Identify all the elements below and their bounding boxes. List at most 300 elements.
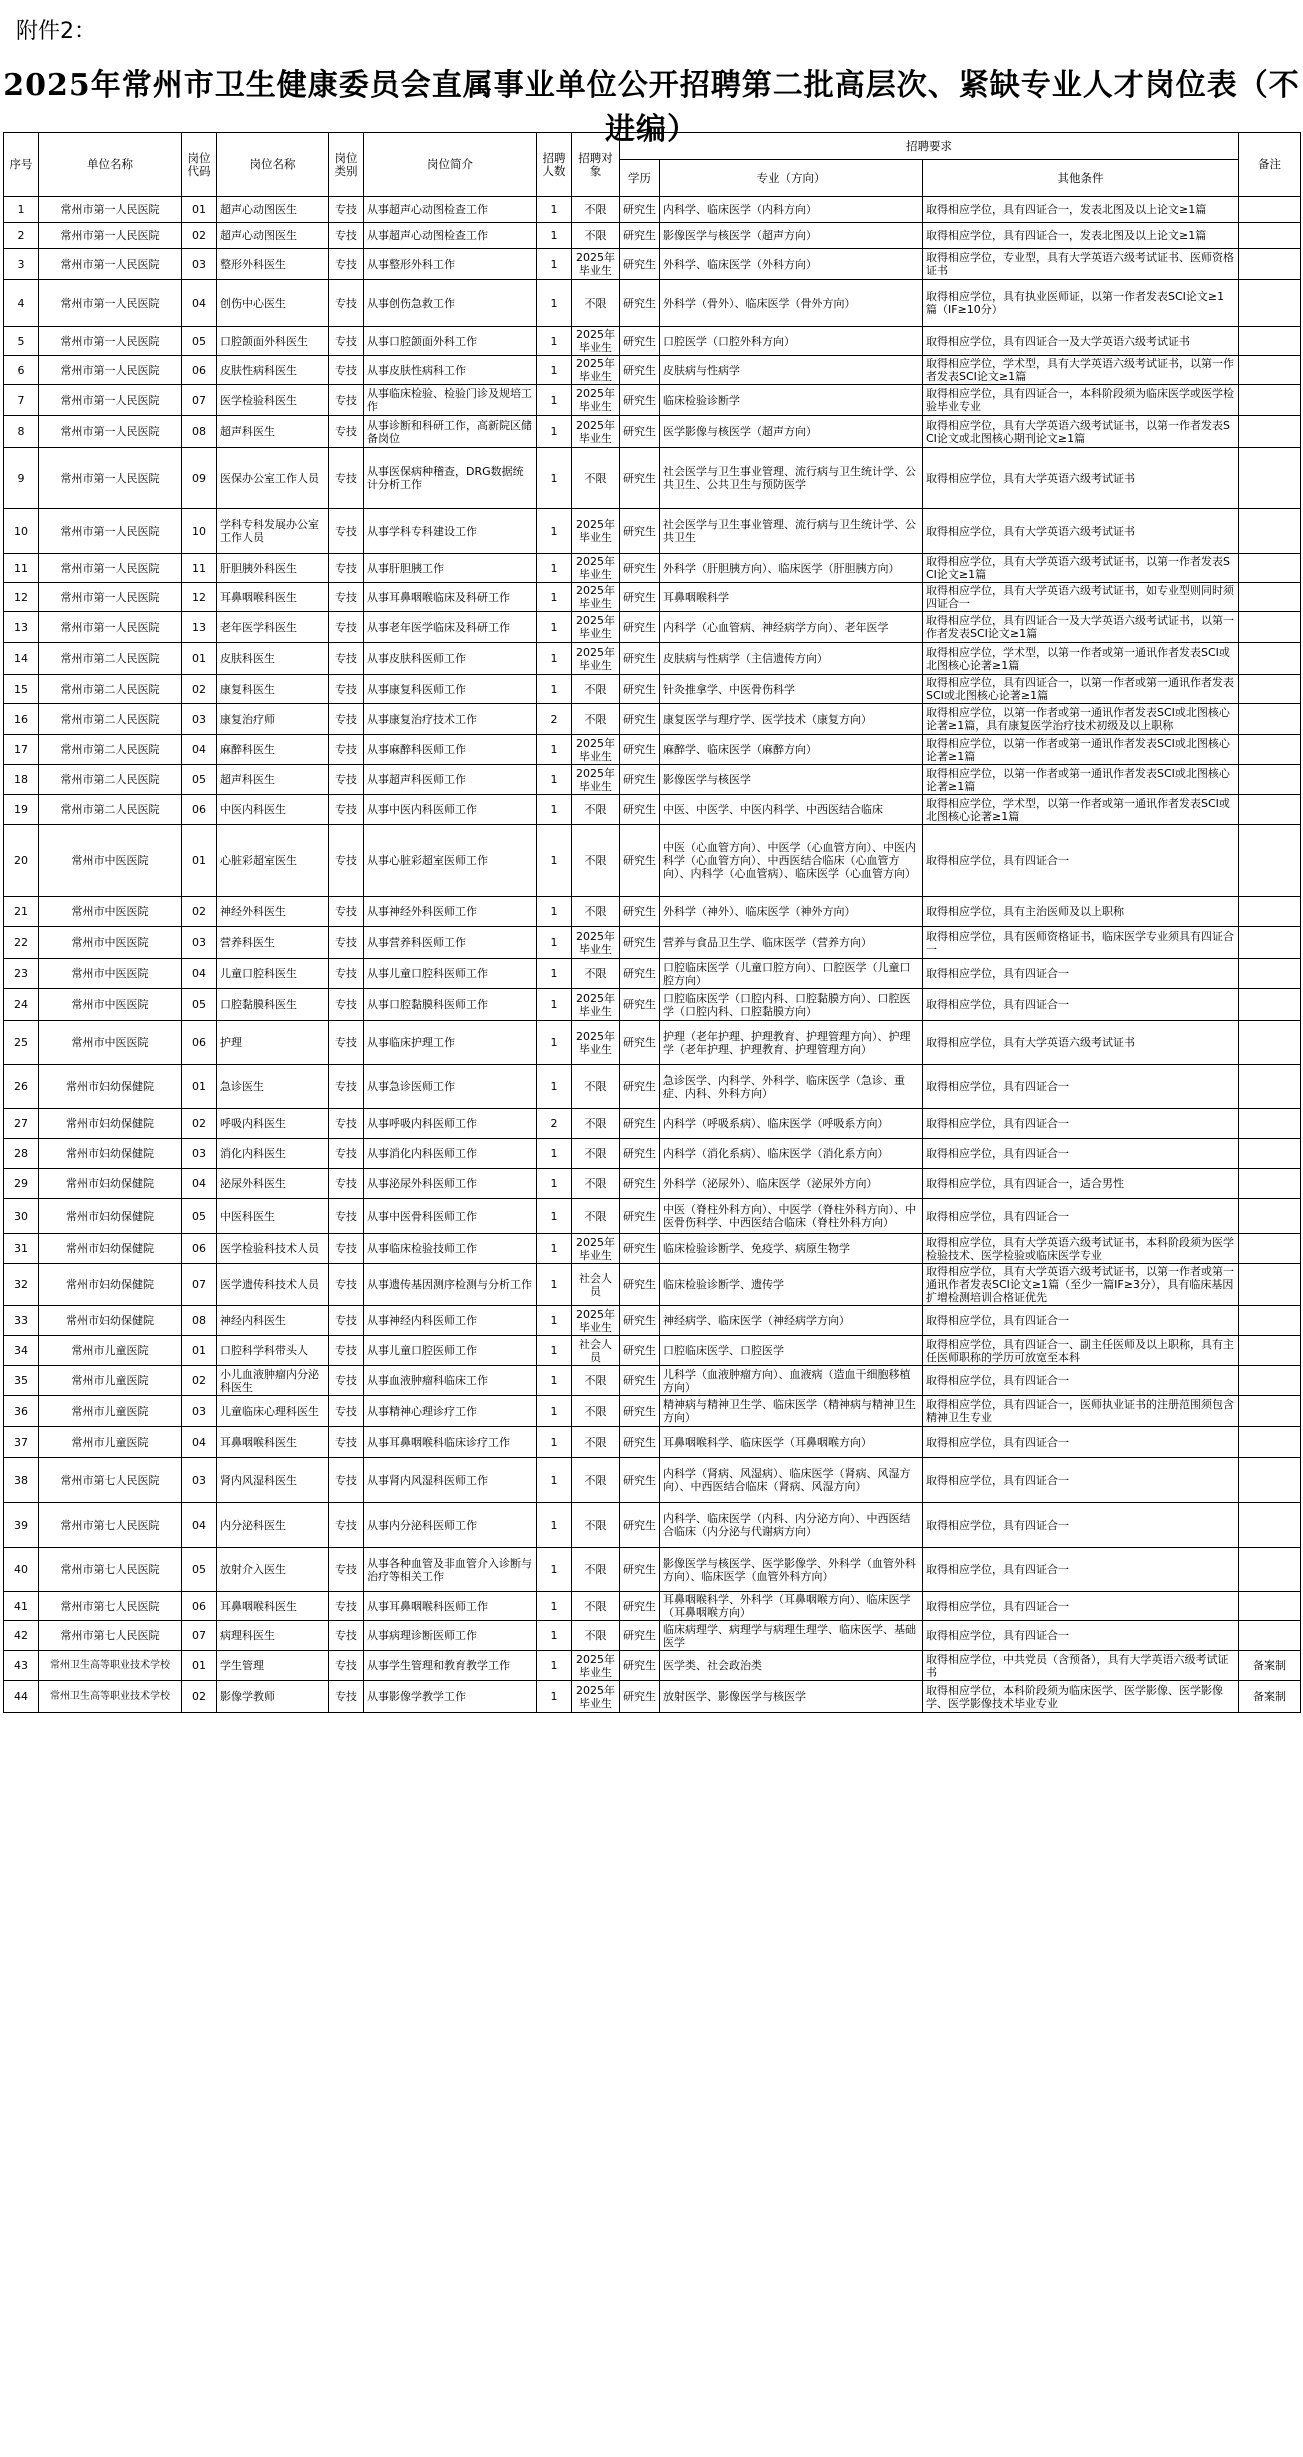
seq-cell: 26	[4, 1065, 39, 1109]
code-cell: 06	[182, 1234, 217, 1264]
category-cell: 专技	[329, 1169, 364, 1199]
count-cell: 1	[537, 1427, 572, 1458]
remark-cell	[1239, 1234, 1301, 1264]
seq-cell: 11	[4, 554, 39, 583]
table-body	[4, 197, 1301, 1713]
count-cell: 1	[537, 1592, 572, 1621]
intro-cell: 从事创伤急救工作	[364, 280, 537, 327]
seq-cell: 43	[4, 1651, 39, 1681]
edu-cell: 研究生	[620, 1366, 660, 1396]
edu-cell: 研究生	[620, 1681, 660, 1713]
intro-cell: 从事各种血管及非血管介入诊断与治疗等相关工作	[364, 1548, 537, 1592]
remark-cell	[1239, 735, 1301, 765]
other-cell: 取得相应学位，以第一作者或第一通讯作者发表SCI或北图核心论著≥1篇	[923, 765, 1239, 795]
remark-cell	[1239, 356, 1301, 385]
category-cell: 专技	[329, 385, 364, 416]
code-cell: 05	[182, 765, 217, 795]
edu-cell: 研究生	[620, 1199, 660, 1234]
count-cell: 1	[537, 643, 572, 675]
remark-cell	[1239, 197, 1301, 223]
header-post: 岗位名称	[217, 133, 329, 197]
other-cell: 取得相应学位，具有执业医师证，以第一作者发表SCI论文≥1篇（IF≥10分）	[923, 280, 1239, 327]
edu-cell: 研究生	[620, 825, 660, 897]
category-cell: 专技	[329, 356, 364, 385]
table-row	[4, 1021, 1301, 1065]
post-cell: 学科专科发展办公室工作人员	[217, 509, 329, 554]
post-cell: 病理科医生	[217, 1621, 329, 1651]
count-cell: 1	[537, 1681, 572, 1713]
table-row	[4, 509, 1301, 554]
other-cell: 取得相应学位，具有四证合一	[923, 1109, 1239, 1139]
post-cell: 泌尿外科医生	[217, 1169, 329, 1199]
intro-cell: 从事诊断和科研工作，高新院区储备岗位	[364, 416, 537, 448]
category-cell: 专技	[329, 509, 364, 554]
remark-cell	[1239, 1139, 1301, 1169]
count-cell: 1	[537, 509, 572, 554]
category-cell: 专技	[329, 765, 364, 795]
edu-cell: 研究生	[620, 197, 660, 223]
code-cell: 03	[182, 927, 217, 959]
positions-table	[3, 132, 1301, 1713]
table-row	[4, 583, 1301, 612]
target-cell: 不限	[572, 1458, 620, 1503]
unit-cell: 常州市第七人民医院	[39, 1503, 182, 1548]
table-row	[4, 1651, 1301, 1681]
seq-cell: 4	[4, 280, 39, 327]
seq-cell: 14	[4, 643, 39, 675]
category-cell: 专技	[329, 1427, 364, 1458]
other-cell: 取得相应学位，具有四证合一	[923, 1366, 1239, 1396]
other-cell: 取得相应学位，具有四证合一，医师执业证书的注册范围须包含精神卫生专业	[923, 1396, 1239, 1427]
intro-cell: 从事中医内科医师工作	[364, 795, 537, 825]
table-row	[4, 385, 1301, 416]
target-cell: 不限	[572, 280, 620, 327]
target-cell: 不限	[572, 1139, 620, 1169]
unit-cell: 常州市第一人民医院	[39, 327, 182, 356]
remark-cell	[1239, 612, 1301, 643]
edu-cell: 研究生	[620, 989, 660, 1021]
edu-cell: 研究生	[620, 959, 660, 989]
table-row	[4, 356, 1301, 385]
post-cell: 急诊医生	[217, 1065, 329, 1109]
remark-cell	[1239, 223, 1301, 249]
other-cell: 取得相应学位，具有四证合一	[923, 1427, 1239, 1458]
other-cell: 取得相应学位，具有四证合一，本科阶段须为临床医学或医学检验毕业专业	[923, 385, 1239, 416]
seq-cell: 39	[4, 1503, 39, 1548]
other-cell: 取得相应学位，具有大学英语六级考试证书	[923, 509, 1239, 554]
count-cell: 1	[537, 795, 572, 825]
intro-cell: 从事影像学教学工作	[364, 1681, 537, 1713]
intro-cell: 从事老年医学临床及科研工作	[364, 612, 537, 643]
intro-cell: 从事泌尿外科医师工作	[364, 1169, 537, 1199]
code-cell: 07	[182, 385, 217, 416]
table-row	[4, 448, 1301, 509]
intro-cell: 从事精神心理诊疗工作	[364, 1396, 537, 1427]
category-cell: 专技	[329, 897, 364, 927]
remark-cell: 备案制	[1239, 1651, 1301, 1681]
table-row	[4, 1427, 1301, 1458]
post-cell: 营养科医生	[217, 927, 329, 959]
unit-cell: 常州市妇幼保健院	[39, 1109, 182, 1139]
remark-cell	[1239, 1021, 1301, 1065]
target-cell: 社会人员	[572, 1336, 620, 1366]
edu-cell: 研究生	[620, 1139, 660, 1169]
edu-cell: 研究生	[620, 280, 660, 327]
code-cell: 04	[182, 1427, 217, 1458]
major-cell: 护理（老年护理、护理教育、护理管理方向）、护理学（老年护理、护理教育、护理管理方向）	[660, 1021, 923, 1065]
post-cell: 放射介入医生	[217, 1548, 329, 1592]
category-cell: 专技	[329, 1306, 364, 1336]
table-row	[4, 612, 1301, 643]
count-cell: 1	[537, 612, 572, 643]
major-cell: 皮肤病与性病学（主信遗传方向）	[660, 643, 923, 675]
code-cell: 07	[182, 1264, 217, 1306]
target-cell: 2025年毕业生	[572, 989, 620, 1021]
remark-cell	[1239, 583, 1301, 612]
seq-cell: 30	[4, 1199, 39, 1234]
intro-cell: 从事耳鼻咽喉科医师工作	[364, 1592, 537, 1621]
code-cell: 05	[182, 989, 217, 1021]
target-cell: 2025年毕业生	[572, 927, 620, 959]
count-cell: 1	[537, 989, 572, 1021]
category-cell: 专技	[329, 1503, 364, 1548]
code-cell: 01	[182, 1651, 217, 1681]
major-cell: 外科学（肝胆胰方向）、临床医学（肝胆胰方向）	[660, 554, 923, 583]
edu-cell: 研究生	[620, 1651, 660, 1681]
major-cell: 医学类、社会政治类	[660, 1651, 923, 1681]
intro-cell: 从事整形外科工作	[364, 249, 537, 280]
code-cell: 04	[182, 280, 217, 327]
unit-cell: 常州市第二人民医院	[39, 675, 182, 704]
major-cell: 皮肤病与性病学	[660, 356, 923, 385]
other-cell: 取得相应学位，具有四证合一，适合男性	[923, 1169, 1239, 1199]
edu-cell: 研究生	[620, 448, 660, 509]
count-cell: 1	[537, 448, 572, 509]
header-row-1	[4, 133, 1301, 160]
intro-cell: 从事超声科医师工作	[364, 765, 537, 795]
other-cell: 取得相应学位，具有四证合一，发表北图及以上论文≥1篇	[923, 197, 1239, 223]
intro-cell: 从事中医骨科医师工作	[364, 1199, 537, 1234]
remark-cell	[1239, 1458, 1301, 1503]
unit-cell: 常州市第一人民医院	[39, 509, 182, 554]
edu-cell: 研究生	[620, 643, 660, 675]
remark-cell	[1239, 280, 1301, 327]
header-requirements: 招聘要求	[620, 133, 1239, 160]
count-cell: 2	[537, 704, 572, 735]
category-cell: 专技	[329, 675, 364, 704]
seq-cell: 31	[4, 1234, 39, 1264]
table-row	[4, 1458, 1301, 1503]
remark-cell	[1239, 509, 1301, 554]
post-cell: 康复科医生	[217, 675, 329, 704]
target-cell: 不限	[572, 1592, 620, 1621]
code-cell: 03	[182, 704, 217, 735]
post-cell: 小儿血液肿瘤内分泌科医生	[217, 1366, 329, 1396]
other-cell: 取得相应学位，具有四证合一	[923, 1503, 1239, 1548]
code-cell: 03	[182, 1396, 217, 1427]
other-cell: 取得相应学位，具有四证合一，以第一作者或第一通讯作者发表SCI或北图核心论著≥1篇	[923, 675, 1239, 704]
other-cell: 取得相应学位，具有四证合一及大学英语六级考试证书，以第一作者发表SCI论文≥1篇	[923, 612, 1239, 643]
target-cell: 不限	[572, 1427, 620, 1458]
attachment-label: 附件2：	[16, 19, 96, 44]
header-remark: 备注	[1239, 133, 1301, 197]
major-cell: 耳鼻咽喉科学、临床医学（耳鼻咽喉方向）	[660, 1427, 923, 1458]
target-cell: 2025年毕业生	[572, 509, 620, 554]
intro-cell: 从事临床护理工作	[364, 1021, 537, 1065]
seq-cell: 29	[4, 1169, 39, 1199]
intro-cell: 从事临床检验技师工作	[364, 1234, 537, 1264]
category-cell: 专技	[329, 825, 364, 897]
other-cell: 取得相应学位，具有四证合一	[923, 1458, 1239, 1503]
post-cell: 老年医学科医生	[217, 612, 329, 643]
unit-cell: 常州市第一人民医院	[39, 583, 182, 612]
remark-cell	[1239, 675, 1301, 704]
code-cell: 03	[182, 1458, 217, 1503]
header-unit: 单位名称	[39, 133, 182, 197]
category-cell: 专技	[329, 1366, 364, 1396]
seq-cell: 41	[4, 1592, 39, 1621]
category-cell: 专技	[329, 1065, 364, 1109]
edu-cell: 研究生	[620, 897, 660, 927]
edu-cell: 研究生	[620, 765, 660, 795]
code-cell: 06	[182, 1021, 217, 1065]
remark-cell: 备案制	[1239, 1681, 1301, 1713]
unit-cell: 常州市儿童医院	[39, 1366, 182, 1396]
seq-cell: 12	[4, 583, 39, 612]
major-cell: 临床检验诊断学、免疫学、病原生物学	[660, 1234, 923, 1264]
other-cell: 取得相应学位，具有四证合一	[923, 1621, 1239, 1651]
remark-cell	[1239, 704, 1301, 735]
intro-cell: 从事心脏彩超室医师工作	[364, 825, 537, 897]
seq-cell: 34	[4, 1336, 39, 1366]
edu-cell: 研究生	[620, 509, 660, 554]
seq-cell: 6	[4, 356, 39, 385]
intro-cell: 从事麻醉科医师工作	[364, 735, 537, 765]
category-cell: 专技	[329, 280, 364, 327]
count-cell: 1	[537, 249, 572, 280]
target-cell: 不限	[572, 825, 620, 897]
major-cell: 中医（脊柱外科方向）、中医学（脊柱外科方向）、中医骨伤科学、中西医结合临床（脊柱外科方向）	[660, 1199, 923, 1234]
other-cell: 取得相应学位，具有四证合一	[923, 825, 1239, 897]
target-cell: 不限	[572, 1109, 620, 1139]
unit-cell: 常州市第二人民医院	[39, 735, 182, 765]
other-cell: 取得相应学位，具有大学英语六级考试证书	[923, 448, 1239, 509]
unit-cell: 常州市妇幼保健院	[39, 1306, 182, 1336]
post-cell: 耳鼻咽喉科医生	[217, 1592, 329, 1621]
target-cell: 2025年毕业生	[572, 612, 620, 643]
edu-cell: 研究生	[620, 1548, 660, 1592]
table-row	[4, 1065, 1301, 1109]
target-cell: 不限	[572, 897, 620, 927]
category-cell: 专技	[329, 1109, 364, 1139]
edu-cell: 研究生	[620, 554, 660, 583]
remark-cell	[1239, 989, 1301, 1021]
count-cell: 1	[537, 416, 572, 448]
seq-cell: 42	[4, 1621, 39, 1651]
other-cell: 取得相应学位，本科阶段须为临床医学、医学影像、医学影像学、医学影像技术毕业专业	[923, 1681, 1239, 1713]
other-cell: 取得相应学位，具有四证合一	[923, 1199, 1239, 1234]
seq-cell: 37	[4, 1427, 39, 1458]
post-cell: 影像学教师	[217, 1681, 329, 1713]
code-cell: 05	[182, 327, 217, 356]
major-cell: 内科学（消化系病）、临床医学（消化系方向）	[660, 1139, 923, 1169]
edu-cell: 研究生	[620, 1336, 660, 1366]
post-cell: 皮肤性病科医生	[217, 356, 329, 385]
seq-cell: 21	[4, 897, 39, 927]
seq-cell: 25	[4, 1021, 39, 1065]
count-cell: 1	[537, 356, 572, 385]
count-cell: 1	[537, 735, 572, 765]
post-cell: 肝胆胰外科医生	[217, 554, 329, 583]
unit-cell: 常州市妇幼保健院	[39, 1234, 182, 1264]
major-cell: 外科学、临床医学（外科方向）	[660, 249, 923, 280]
category-cell: 专技	[329, 1548, 364, 1592]
target-cell: 不限	[572, 704, 620, 735]
count-cell: 2	[537, 1109, 572, 1139]
table-row	[4, 795, 1301, 825]
target-cell: 2025年毕业生	[572, 765, 620, 795]
edu-cell: 研究生	[620, 612, 660, 643]
post-cell: 消化内科医生	[217, 1139, 329, 1169]
category-cell: 专技	[329, 1592, 364, 1621]
post-cell: 肾内风湿科医生	[217, 1458, 329, 1503]
target-cell: 不限	[572, 1199, 620, 1234]
seq-cell: 33	[4, 1306, 39, 1336]
category-cell: 专技	[329, 927, 364, 959]
major-cell: 外科学（泌尿外）、临床医学（泌尿外方向）	[660, 1169, 923, 1199]
post-cell: 耳鼻咽喉科医生	[217, 1427, 329, 1458]
target-cell: 2025年毕业生	[572, 327, 620, 356]
major-cell: 外科学（神外）、临床医学（神外方向）	[660, 897, 923, 927]
remark-cell	[1239, 1548, 1301, 1592]
other-cell: 取得相应学位，学术型，以第一作者或第一通讯作者发表SCI或北图核心论著≥1篇	[923, 643, 1239, 675]
unit-cell: 常州市第二人民医院	[39, 795, 182, 825]
target-cell: 不限	[572, 197, 620, 223]
table-row	[4, 765, 1301, 795]
count-cell: 1	[537, 959, 572, 989]
major-cell: 神经病学、临床医学（神经病学方向）	[660, 1306, 923, 1336]
remark-cell	[1239, 959, 1301, 989]
unit-cell: 常州市中医医院	[39, 1021, 182, 1065]
code-cell: 06	[182, 795, 217, 825]
edu-cell: 研究生	[620, 327, 660, 356]
other-cell: 取得相应学位，具有四证合一	[923, 1065, 1239, 1109]
seq-cell: 18	[4, 765, 39, 795]
post-cell: 学生管理	[217, 1651, 329, 1681]
remark-cell	[1239, 765, 1301, 795]
edu-cell: 研究生	[620, 1065, 660, 1109]
code-cell: 01	[182, 643, 217, 675]
unit-cell: 常州市妇幼保健院	[39, 1169, 182, 1199]
code-cell: 02	[182, 1366, 217, 1396]
other-cell: 取得相应学位，专业型，具有大学英语六级考试证书、医师资格证书	[923, 249, 1239, 280]
post-cell: 康复治疗师	[217, 704, 329, 735]
header-other: 其他条件	[923, 160, 1239, 197]
count-cell: 1	[537, 1169, 572, 1199]
count-cell: 1	[537, 583, 572, 612]
remark-cell	[1239, 249, 1301, 280]
other-cell: 取得相应学位，以第一作者或第一通讯作者发表SCI或北图核心论著≥1篇	[923, 735, 1239, 765]
table-row	[4, 1548, 1301, 1592]
target-cell: 2025年毕业生	[572, 249, 620, 280]
target-cell: 2025年毕业生	[572, 385, 620, 416]
category-cell: 专技	[329, 1458, 364, 1503]
category-cell: 专技	[329, 554, 364, 583]
category-cell: 专技	[329, 1021, 364, 1065]
intro-cell: 从事血液肿瘤科临床工作	[364, 1366, 537, 1396]
count-cell: 1	[537, 1065, 572, 1109]
category-cell: 专技	[329, 223, 364, 249]
count-cell: 1	[537, 554, 572, 583]
unit-cell: 常州市第一人民医院	[39, 280, 182, 327]
remark-cell	[1239, 1336, 1301, 1366]
post-cell: 医学遗传科技术人员	[217, 1264, 329, 1306]
header-major: 专业（方向）	[660, 160, 923, 197]
unit-cell: 常州市第一人民医院	[39, 223, 182, 249]
edu-cell: 研究生	[620, 735, 660, 765]
post-cell: 神经外科医生	[217, 897, 329, 927]
major-cell: 康复医学与理疗学、医学技术（康复方向）	[660, 704, 923, 735]
count-cell: 1	[537, 1396, 572, 1427]
code-cell: 02	[182, 1681, 217, 1713]
category-cell: 专技	[329, 959, 364, 989]
intro-cell: 从事内分泌科医师工作	[364, 1503, 537, 1548]
category-cell: 专技	[329, 1651, 364, 1681]
table-row	[4, 1396, 1301, 1427]
table-row	[4, 1503, 1301, 1548]
target-cell: 不限	[572, 223, 620, 249]
code-cell: 01	[182, 197, 217, 223]
table-row	[4, 1366, 1301, 1396]
header-count: 招聘人数	[537, 133, 572, 197]
major-cell: 针灸推拿学、中医骨伤科学	[660, 675, 923, 704]
target-cell: 不限	[572, 1065, 620, 1109]
table-row	[4, 1621, 1301, 1651]
target-cell: 2025年毕业生	[572, 643, 620, 675]
header-edu: 学历	[620, 160, 660, 197]
count-cell: 1	[537, 1199, 572, 1234]
target-cell: 2025年毕业生	[572, 583, 620, 612]
major-cell: 中医（心血管方向）、中医学（心血管方向）、中医内科学（心血管方向）、中西医结合临床（心血管方向）、内科学（心血管病）、临床医学（心血管方向）	[660, 825, 923, 897]
seq-cell: 7	[4, 385, 39, 416]
unit-cell: 常州市第七人民医院	[39, 1621, 182, 1651]
count-cell: 1	[537, 280, 572, 327]
category-cell: 专技	[329, 1199, 364, 1234]
post-cell: 超声科医生	[217, 765, 329, 795]
major-cell: 影像医学与核医学（超声方向）	[660, 223, 923, 249]
target-cell: 不限	[572, 1548, 620, 1592]
category-cell: 专技	[329, 1681, 364, 1713]
table-row	[4, 416, 1301, 448]
count-cell: 1	[537, 927, 572, 959]
unit-cell: 常州市中医医院	[39, 897, 182, 927]
intro-cell: 从事遗传基因测序检测与分析工作	[364, 1264, 537, 1306]
remark-cell	[1239, 825, 1301, 897]
category-cell: 专技	[329, 1621, 364, 1651]
target-cell: 不限	[572, 448, 620, 509]
intro-cell: 从事康复治疗技术工作	[364, 704, 537, 735]
post-cell: 医学检验科医生	[217, 385, 329, 416]
seq-cell: 9	[4, 448, 39, 509]
unit-cell: 常州市第一人民医院	[39, 448, 182, 509]
post-cell: 超声心动图医生	[217, 223, 329, 249]
edu-cell: 研究生	[620, 1427, 660, 1458]
unit-cell: 常州市中医医院	[39, 927, 182, 959]
post-cell: 心脏彩超室医生	[217, 825, 329, 897]
unit-cell: 常州卫生高等职业技术学校	[39, 1651, 182, 1681]
major-cell: 外科学（骨外）、临床医学（骨外方向）	[660, 280, 923, 327]
unit-cell: 常州市儿童医院	[39, 1336, 182, 1366]
